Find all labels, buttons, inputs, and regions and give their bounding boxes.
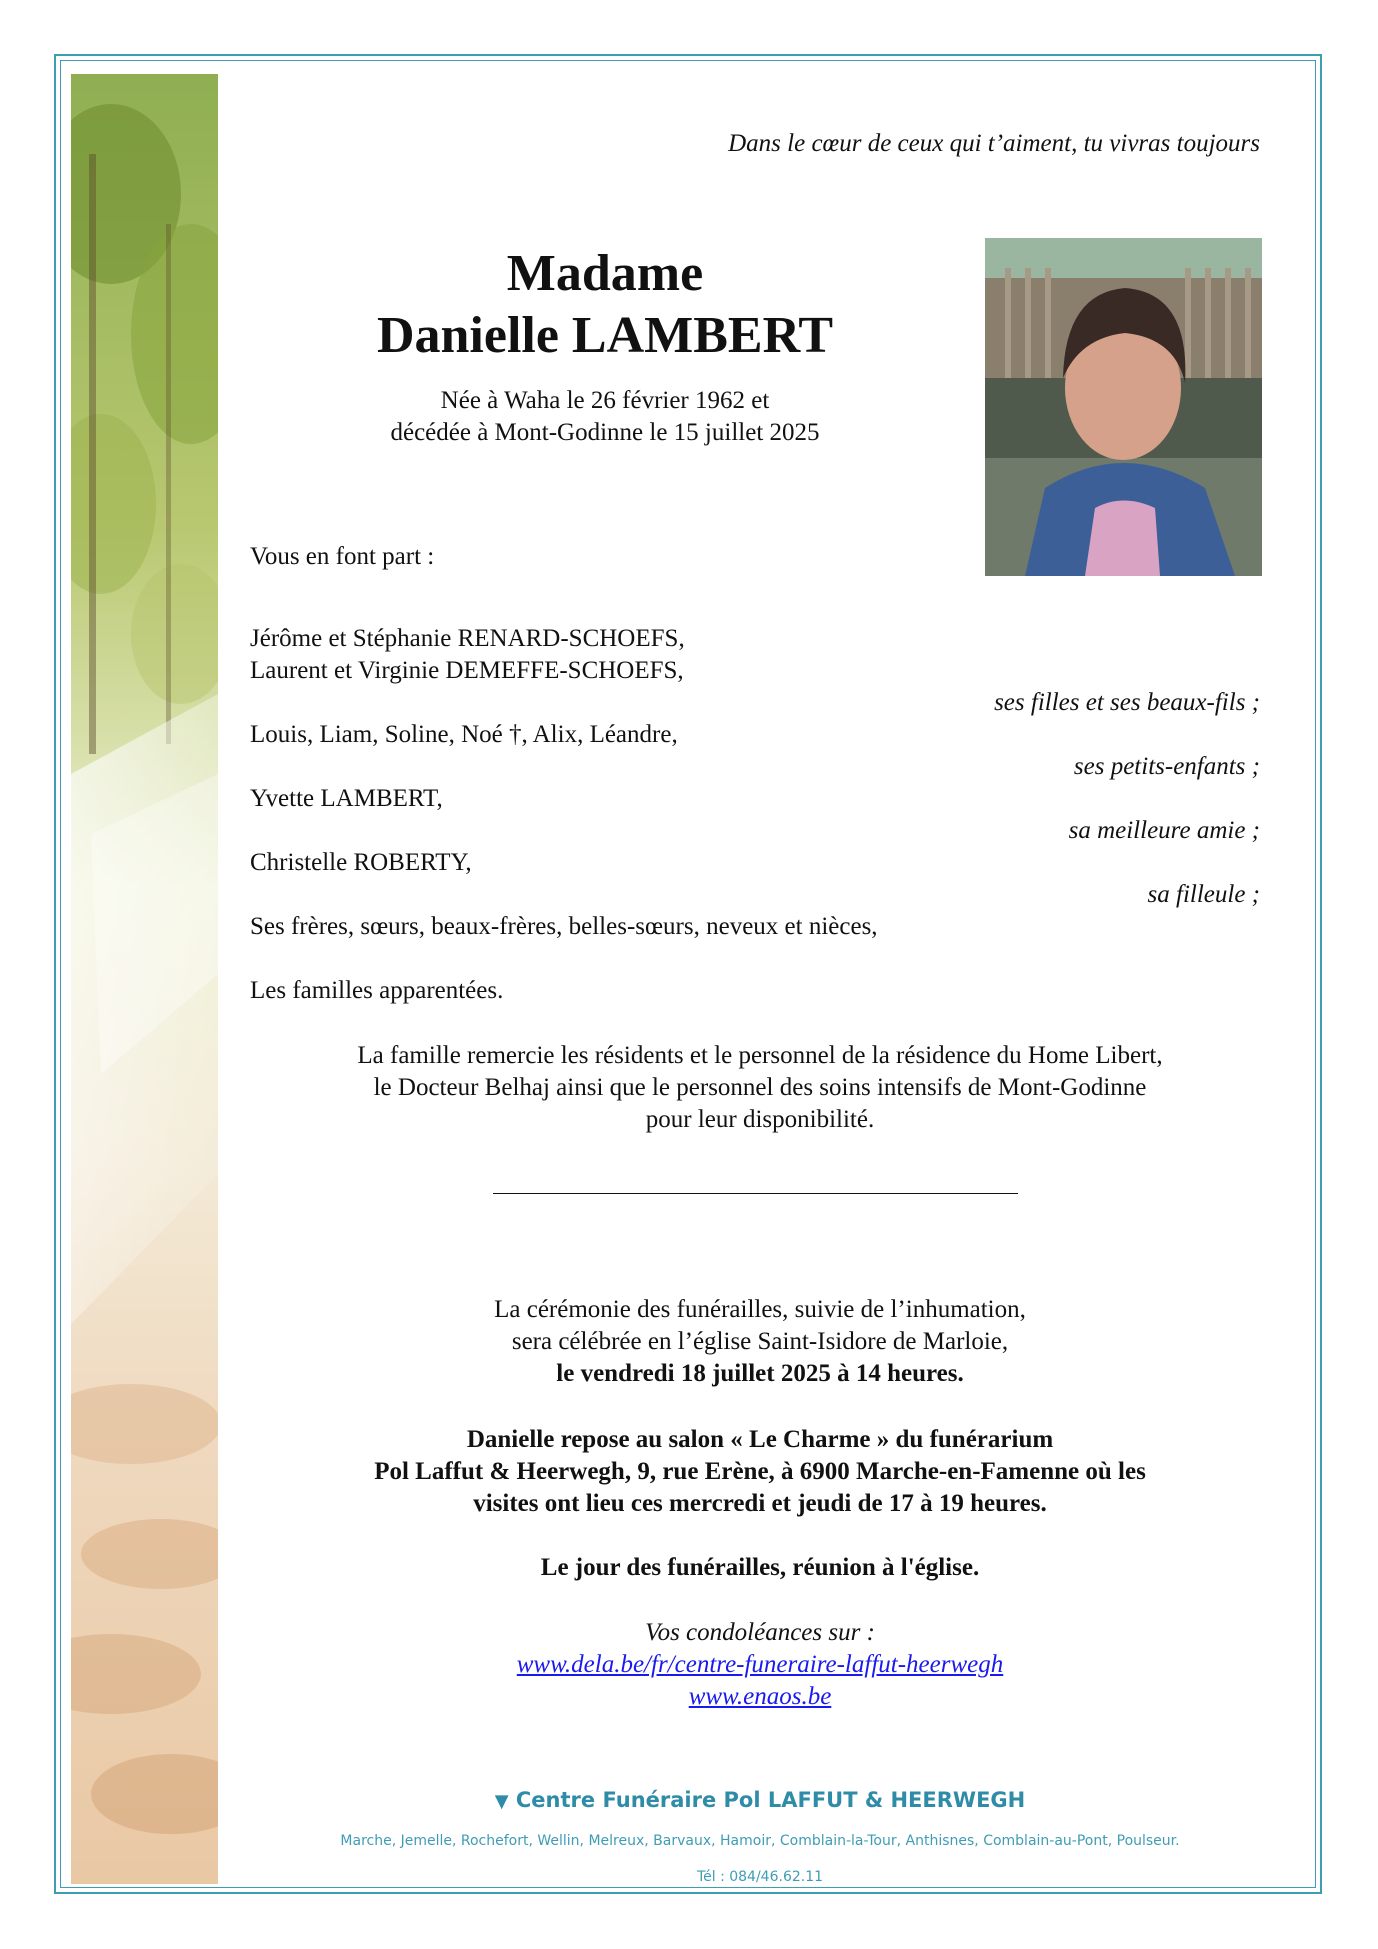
condolences-block bbox=[260, 1617, 1260, 1713]
birth-line: Née à Waha le 26 février 1962 et bbox=[440, 387, 770, 414]
funeral-home-label: Centre Funéraire Pol LAFFUT & HEERWEGH bbox=[515, 1788, 1026, 1812]
enaos-link[interactable]: www.enaos.be bbox=[688, 1683, 832, 1710]
ceremony-paragraph bbox=[260, 1294, 1260, 1390]
death-line: décédée à Mont-Godinne le 15 juillet 2025 bbox=[390, 419, 820, 446]
family-line: Yvette LAMBERT, bbox=[250, 785, 443, 812]
dela-link[interactable]: www.dela.be/fr/centre-funeraire-laffut-heerwegh bbox=[516, 1651, 1004, 1678]
down-triangle-icon: ▼ bbox=[494, 1791, 509, 1812]
thanks-line: le Docteur Belhaj ainsi que le personnel des soins intensifs de Mont-Godinne bbox=[373, 1074, 1147, 1101]
family-line: Ses frères, sœurs, beaux-frères, belles-sœurs, neveux et nièces, bbox=[250, 913, 878, 940]
repose-line: Danielle repose au salon « Le Charme » du funérarium bbox=[466, 1426, 1054, 1453]
condolences-label: Vos condoléances sur : bbox=[645, 1619, 875, 1646]
relation-label: sa filleule ; bbox=[1147, 881, 1260, 908]
funeral-home-towns: Marche, Jemelle, Rochefort, Wellin, Melreux, Barvaux, Hamoir, Comblain-la-Tour, Anthisnes, Comblain-au-Pont, Poulseur. bbox=[340, 1833, 1180, 1849]
birth-death-dates bbox=[260, 385, 950, 449]
family-line: Louis, Liam, Soline, Noé †, Alix, Léandre, bbox=[250, 721, 678, 748]
ceremony-line: La cérémonie des funérailles, suivie de l’inhumation, bbox=[494, 1296, 1026, 1323]
family-line: Jérôme et Stéphanie RENARD-SCHOEFS, bbox=[250, 625, 685, 652]
thanks-paragraph bbox=[260, 1040, 1260, 1136]
memorial-motto: Dans le cœur de ceux qui t’aiment, tu vivras toujours bbox=[728, 130, 1260, 157]
ceremony-date: le vendredi 18 juillet 2025 à 14 heures. bbox=[556, 1360, 964, 1387]
divider-line bbox=[493, 1193, 1018, 1194]
repose-line: Pol Laffut & Heerwegh, 9, rue Erène, à 6900 Marche-en-Famenne où les bbox=[374, 1458, 1146, 1485]
repose-paragraph bbox=[260, 1424, 1260, 1520]
funeral-home-phone: Tél : 084/46.62.11 bbox=[696, 1869, 824, 1885]
portrait-photo bbox=[985, 238, 1262, 576]
funeral-home-name bbox=[260, 1788, 1260, 1812]
thanks-line: La famille remercie les résidents et le personnel de la résidence du Home Libert, bbox=[357, 1042, 1163, 1069]
relation-label: ses petits-enfants ; bbox=[1073, 753, 1260, 780]
family-line: Les familles apparentées. bbox=[250, 977, 504, 1004]
deceased-name: Danielle LAMBERT bbox=[376, 307, 834, 364]
reunion-note: Le jour des funérailles, réunion à l'église. bbox=[540, 1554, 980, 1581]
announce-label: Vous en font part : bbox=[250, 543, 435, 570]
repose-line: visites ont lieu ces mercredi et jeudi de 17 à 19 heures. bbox=[473, 1490, 1047, 1517]
family-line: Christelle ROBERTY, bbox=[250, 849, 472, 876]
honorific: Madame bbox=[506, 245, 704, 302]
forest-path-image bbox=[71, 74, 218, 1884]
family-line: Laurent et Virginie DEMEFFE-SCHOEFS, bbox=[250, 657, 684, 684]
ceremony-line: sera célébrée en l’église Saint-Isidore de Marloie, bbox=[511, 1328, 1009, 1355]
relation-label: ses filles et ses beaux-fils ; bbox=[994, 689, 1260, 716]
thanks-line: pour leur disponibilité. bbox=[645, 1106, 875, 1133]
relation-label: sa meilleure amie ; bbox=[1068, 817, 1260, 844]
